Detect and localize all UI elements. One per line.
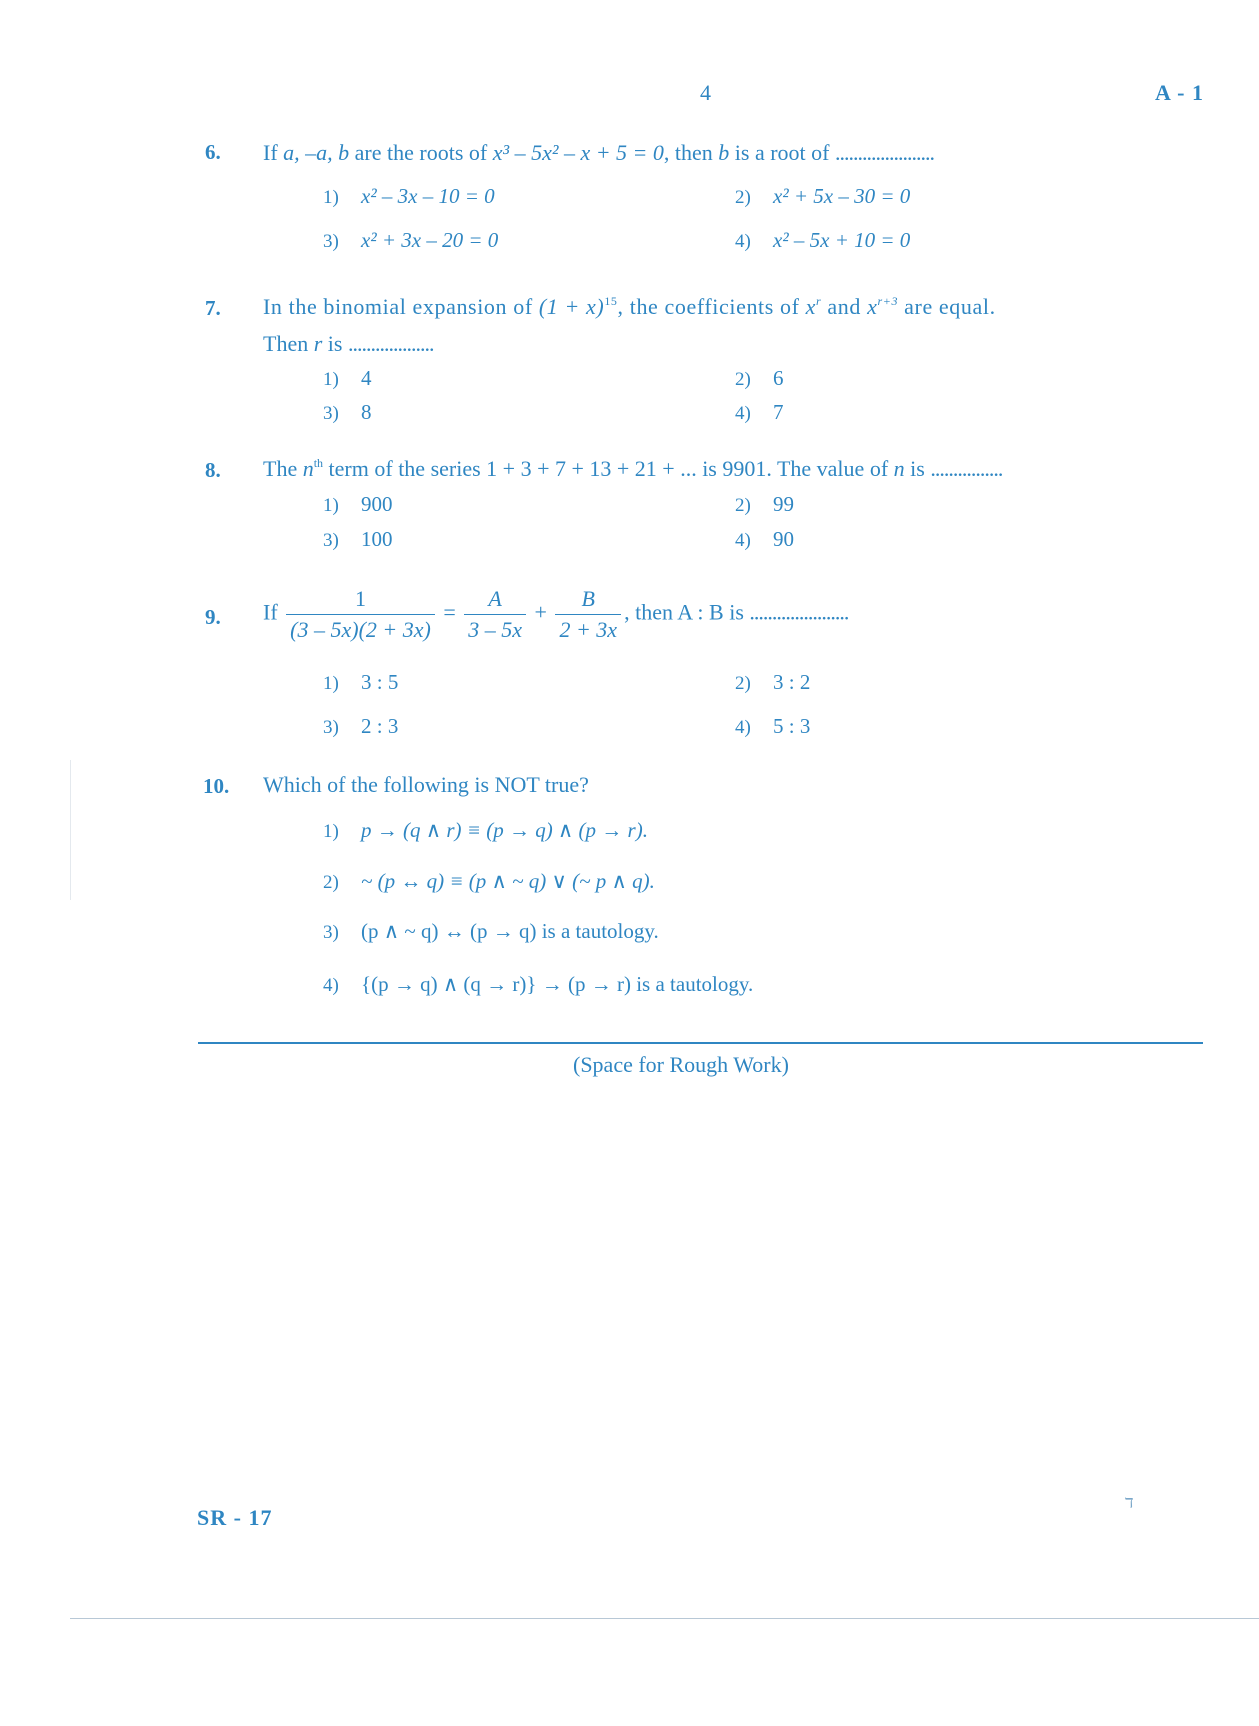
option: 1) 3 : 5 [323,670,399,694]
option: 1) 4 [323,366,372,390]
option: 3) 8 [323,400,372,424]
question-number: 10. [203,774,230,798]
fraction: $\frac{B}{2 + 3x}$ [555,586,621,643]
question-text: If a, –a, b are the roots of x³ – 5x² – x + 5 = 0, then b is a root of ...................... [263,140,934,165]
rough-work-label: (Space for Rough Work) [573,1052,789,1077]
option: 3) 2 : 3 [323,714,399,738]
option: 4) 5 : 3 [735,714,811,738]
question-text-line2: Then r is ................... [263,331,434,356]
fraction: $\frac{A}{3 - 5x}$ [464,586,526,643]
question-number: 6. [205,140,221,164]
fraction: $\frac{1}{(3 - 5x)(2 + 3x)}$ [286,586,435,643]
option: 1) 900 [323,492,393,516]
question-text: If $\frac{1}{(3 - 5x)(2 + 3x)}$ = $\frac{A}{3 - 5x}$ + $\frac{B}{2 + 3x}$ , then A : B is ...................... [263,586,849,642]
option: 2) 3 : 2 [735,670,811,694]
option: 2) x² + 5x – 30 = 0 [735,184,911,208]
option: 2) ~ (p ↔ q) ≡ (p ∧ ~ q) ∨ (~ p ∧ q). [323,869,655,893]
option: 4) 90 [735,527,794,551]
question-text: In the binomial expansion of $(1 + x)^{15}$, the coefficients of $x^r$ and $x^{r+3}$ are equal. [263,294,996,319]
option: 4) 7 [735,400,784,424]
option: 4) {(p → q) ∧ (q → r)} → (p → r) is a tautology. [323,972,754,996]
option: 3) x² + 3x – 20 = 0 [323,228,499,252]
question-number: 9. [205,605,221,629]
separator-line [198,1042,1203,1044]
paper-code: A - 1 [1155,80,1204,105]
question-number: 7. [205,296,221,320]
option: 2) 99 [735,492,794,516]
page-bottom-line [70,1618,1259,1619]
question-text: Which of the following is NOT true? [263,772,589,797]
option: 3) (p ∧ ~ q) ↔ (p → q) is a tautology. [323,919,659,943]
footer-mark: ד [1125,1492,1134,1512]
option: 3) 100 [323,527,393,551]
page-number: 4 [700,80,711,105]
question-text: The $n^{th}$ term of the series 1 + 3 + 7 + 13 + 21 + ... is 9901. The value of n is ................ [263,456,1003,481]
option: 4) x² – 5x + 10 = 0 [735,228,911,252]
footer-code: SR - 17 [197,1505,273,1530]
margin-mark [70,760,71,900]
option: 1) x² – 3x – 10 = 0 [323,184,495,208]
option: 2) 6 [735,366,784,390]
option: 1) p → (q ∧ r) ≡ (p → q) ∧ (p → r). [323,818,648,842]
question-number: 8. [205,458,221,482]
